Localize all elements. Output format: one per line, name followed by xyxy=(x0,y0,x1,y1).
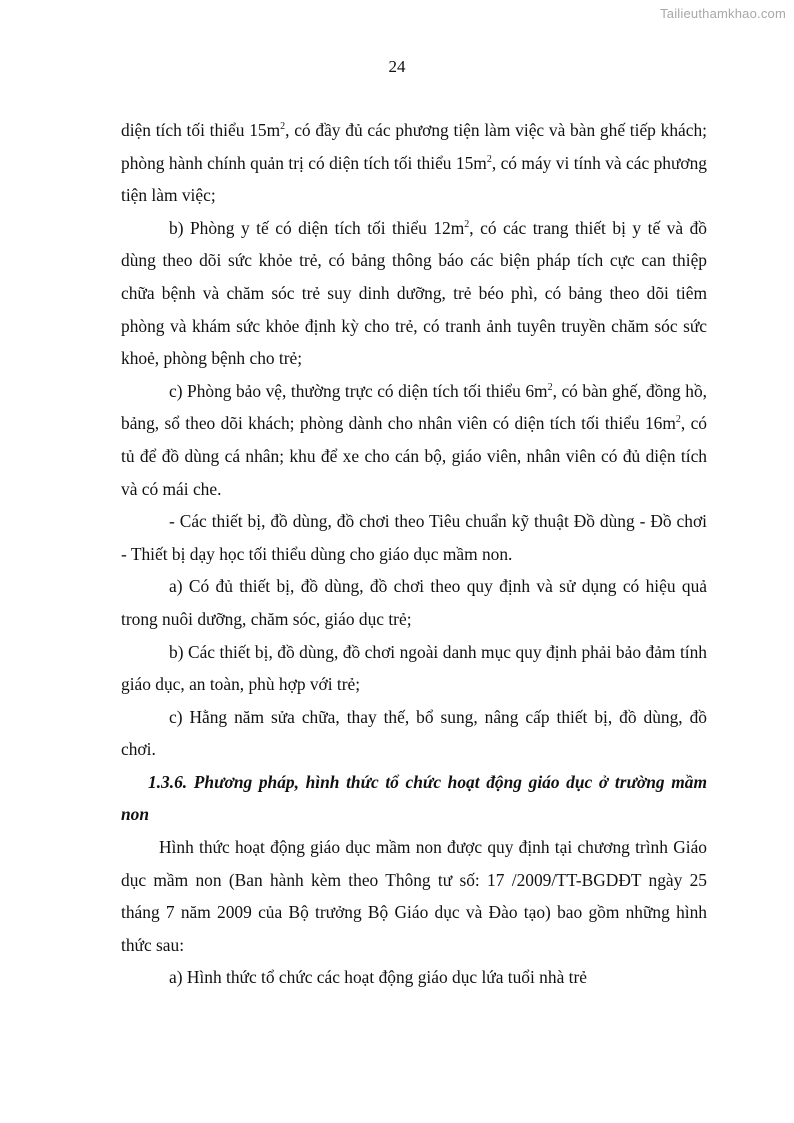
paragraph-medical-room: b) Phòng y tế có diện tích tối thiểu $12m^2$, có các trang thiết bị y tế và đồ dùng theo dõi sức khỏe trẻ, có bảng thông báo các biện pháp tích cực can thiệp chữa bệnh và chăm sóc trẻ suy dinh dưỡng, trẻ béo phì, có bảng theo dõi tiêm phòng và khám sức khỏe định kỳ cho trẻ, có tranh ảnh tuyên truyền chăm sóc sức khoẻ, phòng bệnh cho trẻ; xyxy=(121,217,707,369)
document-body xyxy=(121,114,707,994)
paragraph-office-rooms: diện tích tối thiểu $15m^2$, có đầy đủ các phương tiện làm việc và bàn ghế tiếp khách; phòng hành chính quản trị có diện tích tối thiểu $15m^2$, có máy vi tính và các phương tiện làm việc; xyxy=(121,120,707,206)
paragraph-equipment-c: c) Hằng năm sửa chữa, thay thế, bổ sung, nâng cấp thiết bị, đồ dùng, đồ chơi. xyxy=(121,706,707,760)
paragraph-equipment-b: b) Các thiết bị, đồ dùng, đồ chơi ngoài danh mục quy định phải bảo đảm tính giáo dục, an toàn, phù hợp với trẻ; xyxy=(121,641,707,695)
section-heading: 1.3.6. Phương pháp, hình thức tổ chức hoạt động giáo dục ở trường mầm non xyxy=(121,771,707,825)
paragraph-activity-forms: Hình thức hoạt động giáo dục mầm non được quy định tại chương trình Giáo dục mầm non (Ban hành kèm theo Thông tư số: 17 /2009/TT-BGDĐT ngày 25 tháng 7 năm 2009 của Bộ trưởng Bộ Giáo dục và Đào tạo) bao gồm những hình thức sau: xyxy=(121,837,707,955)
paragraph-equipment-standard: - Các thiết bị, đồ dùng, đồ chơi theo Tiêu chuẩn kỹ thuật Đồ dùng - Đồ chơi - Thiết bị dạy học tối thiểu dùng cho giáo dục mầm non. xyxy=(121,511,707,564)
watermark: Tailieuthamkhao.com xyxy=(660,6,786,21)
paragraph-nursery-forms: a) Hình thức tổ chức các hoạt động giáo dục lứa tuổi nhà trẻ xyxy=(169,967,587,988)
paragraph-equipment-a: a) Có đủ thiết bị, đồ dùng, đồ chơi theo quy định và sử dụng có hiệu quả trong nuôi dưỡng, chăm sóc, giáo dục trẻ; xyxy=(121,576,707,629)
page-number: 24 xyxy=(388,57,406,76)
paragraph-security-room: c) Phòng bảo vệ, thường trực có diện tích tối thiểu $6m^2$, có bàn ghế, đồng hồ, bảng, sổ theo dõi khách; phòng dành cho nhân viên có diện tích tối thiểu $16m^2$, có tủ để đồ dùng cá nhân; khu để xe cho cán bộ, giáo viên, nhân viên có đủ diện tích và có mái che. xyxy=(121,380,707,499)
